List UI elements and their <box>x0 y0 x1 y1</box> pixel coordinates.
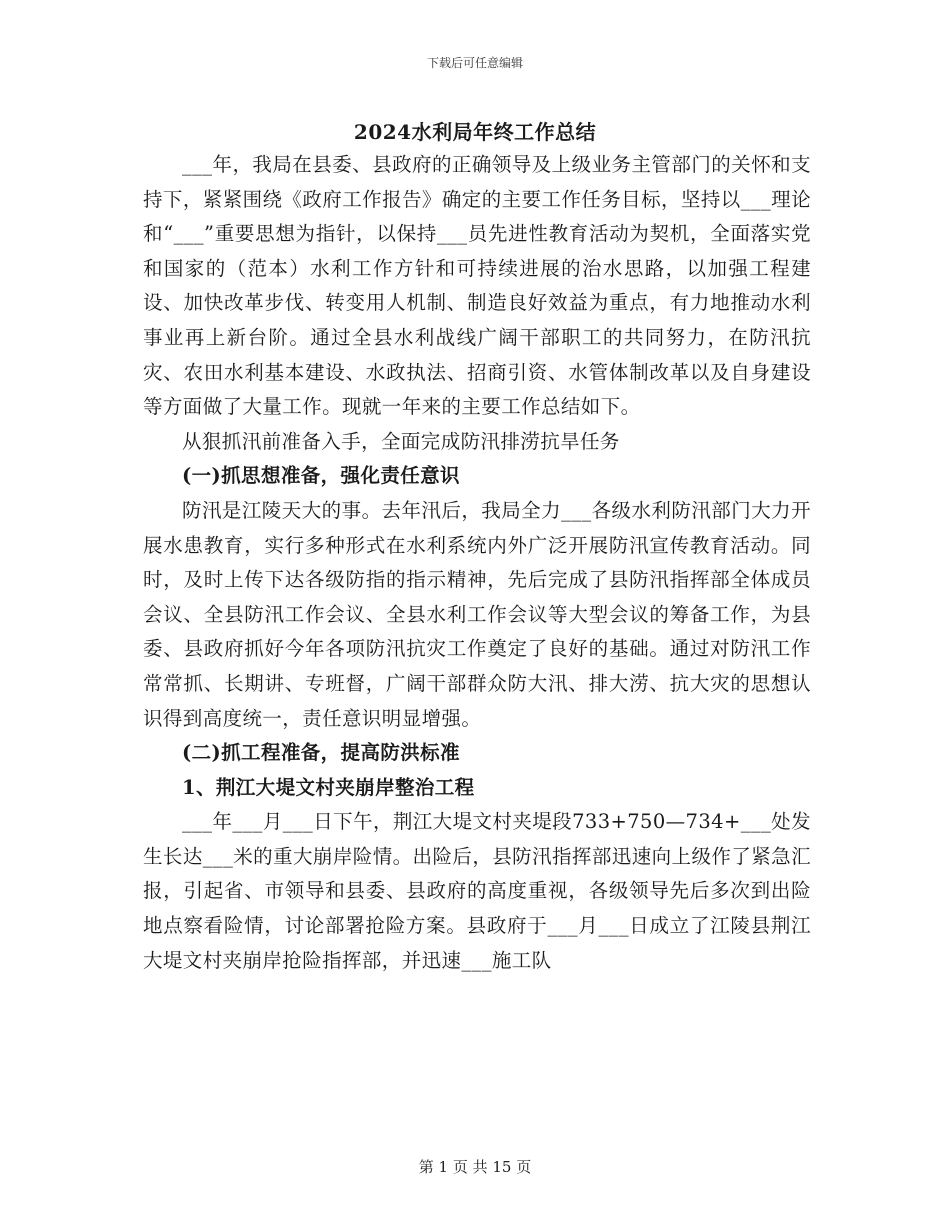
document-title: 2024水利局年终工作总结 <box>353 120 597 144</box>
subsection-heading-1: 1、荆江大堤文村夹崩岸整治工程 <box>182 775 475 799</box>
header-note: 下载后可任意编辑 <box>426 56 523 70</box>
section-heading-1: (一)抓思想准备，强化责任意识 <box>182 464 460 488</box>
section-1-paragraph: 防汛是江陵天大的事。去年汛后，我局全力___各级水利防汛部门大力开展水患教育，实行多种形式在水利系统内外广泛开展防汛宣传教育活动。同时，及时上传下达各级防指的指示精神，先后完成了县防汛指挥部全体成员会议、全县防汛工作会议、全县水利工作会议等大型会议的筹备工作，为县委、县政府抓好今年各项防汛抗灾工作奠定了良好的基础。通过对防汛工作常常抓、长期讲、专班督，广阔干部群众防大汛、排大涝、抗大灾的思想认识得到高度统一，责任意识明显增强。 <box>143 498 811 730</box>
subsection-1-paragraph: ___年___月___日下午，荆江大堤文村夹堤段733+750—734+___处发生长达___米的重大崩岸险情。出险后，县防汛指挥部迅速向上级作了紧急汇报，引起省、市领导和县委、县政府的高度重视，各级领导先后多次到出险地点察看险情，讨论部署抢险方案。县政府于___月___日成立了江陵县荆江大堤文村夹崩岸抢险指挥部，并迅速___施工队 <box>143 810 811 972</box>
section-heading-2: (二)抓工程准备，提高防洪标准 <box>182 741 460 765</box>
page-footer: 第 1 页 共 15 页 <box>418 1158 532 1176</box>
intro-paragraph: ___年，我局在县委、县政府的正确领导及上级业务主管部门的关怀和支持下，紧紧围绕《政府工作报告》确定的主要工作任务目标，坚持以___理论和“___”重要思想为指针，以保持___员先进性教育活动为契机，全面落实党和国家的（范本）水利工作方针和可持续进展的治水思路，以加强工程建设、加快改革步伐、转变用人机制、制造良好效益为重点，有力地推动水利事业再上新台阶。通过全县水利战线广阔干部职工的共同努力，在防汛抗灾、农田水利基本建设、水政执法、招商引资、水管体制改革以及自身建设等方面做了大量工作。现就一年来的主要工作总结如下。 <box>143 153 811 419</box>
document-body <box>143 148 811 978</box>
section-intro-line: 从狠抓汛前准备入手，全面完成防汛排涝抗旱任务 <box>182 429 620 453</box>
